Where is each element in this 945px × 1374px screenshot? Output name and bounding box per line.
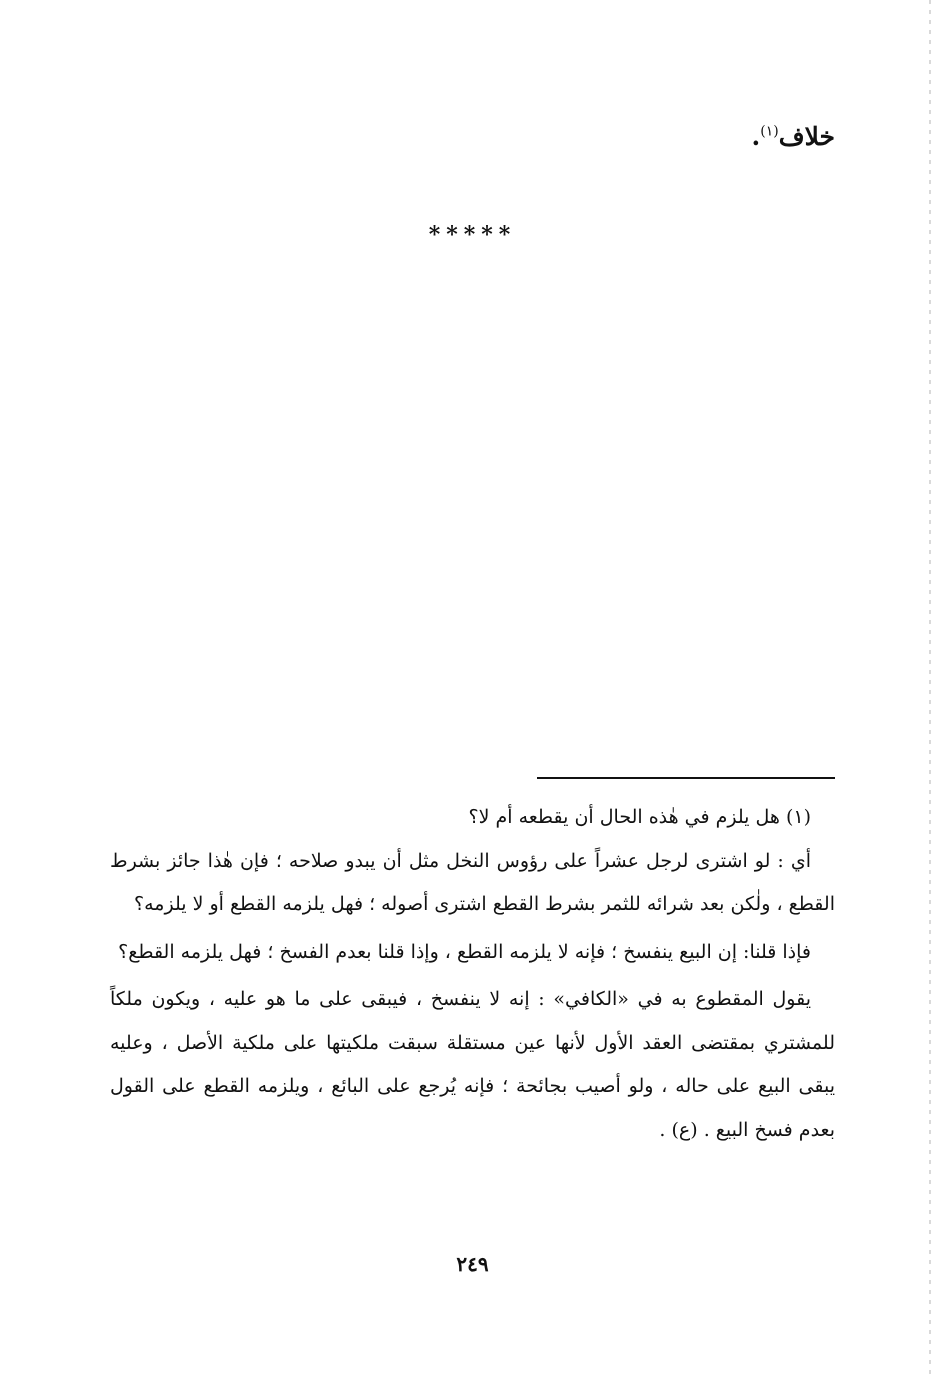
- footnote-paragraph-2: فإذا قلنا: إن البيع ينفسخ ؛ فإنه لا يلزمه القطع ، وإذا قلنا بعدم الفسخ ؛ فهل يلزمه القطع؟: [118, 940, 811, 963]
- footnote-paragraph-3: يقول المقطوع به في «الكافي» : إنه لا ينفسخ ، فيبقى على ما هو عليه ، ويكون ملكاً للمشتري بمقتضى العقد الأول لأنها عين مستقلة سبقت ملكيتها على ملكية الأصل ، وعليه يبقى البيع على حاله ، ولو أصيب بجائحة ؛ فإنه يُرجع على البائع ، ويلزمه القطع على القول بعدم فسخ البيع . (ع) .: [110, 988, 835, 1141]
- footnote-question: (١) هل يلزم في هٰذه الحال أن يقطعه أم لا؟: [468, 806, 811, 828]
- footnote-reference: (١): [760, 123, 779, 140]
- footnote-paragraph-1: أي : لو اشترى لرجل عشراً على رؤوس النخل مثل أن يبدو صلاحه ؛ فإن هٰذا جائز بشرط القطع ، ولٰكن بعد شرائه للثمر بشرط القطع اشترى أصوله ؛ فهل يلزمه القطع أو لا يلزمه؟: [110, 849, 835, 915]
- main-text-end-punctuation: .: [751, 122, 761, 151]
- page-number: ٢٤٩: [456, 1252, 489, 1276]
- footnote-block: [110, 796, 835, 1152]
- main-text-word: خلاف: [778, 122, 835, 151]
- scan-margin-dots: [929, 0, 931, 1374]
- footnote-divider: [537, 777, 835, 779]
- section-separator: *****: [428, 222, 517, 248]
- main-text-line: [752, 122, 835, 151]
